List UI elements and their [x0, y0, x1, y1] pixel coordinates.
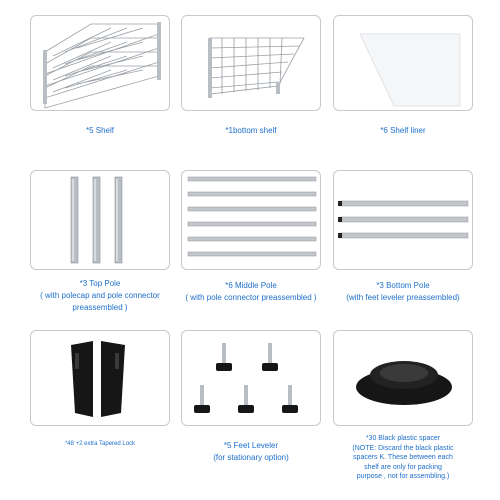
top-pole-panel: [30, 170, 170, 270]
bottom-wire-shelf-image: [182, 16, 322, 112]
shelf-panel: [30, 15, 170, 111]
caption-tapered-lock: *48 +2 extra Tapered Lock: [64, 441, 136, 447]
plastic-spacer-panel: [333, 330, 473, 426]
caption-bottom-pole: *3 Bottom Pole (with feet leveler preassembled): [346, 281, 460, 302]
shelf-liner-image: [334, 16, 474, 112]
tapered-lock-panel: [30, 330, 170, 426]
black-plastic-spacer-image: [334, 331, 474, 427]
caption-middle-pole: *6 Middle Pole ( with pole connector preassembled ): [185, 281, 317, 302]
bottom-pole-panel: [333, 170, 473, 270]
bottom-shelf-panel: [181, 15, 321, 111]
middle-poles-image: [182, 171, 322, 271]
middle-pole-panel: [181, 170, 321, 270]
wire-shelf-stack-image: [31, 16, 171, 112]
caption-bottom-shelf: *1bottom shelf: [225, 126, 277, 135]
feet-leveler-panel: [181, 330, 321, 426]
caption-shelf: *5 Shelf: [85, 126, 115, 135]
top-poles-image: [31, 171, 171, 271]
feet-levelers-image: [182, 331, 322, 427]
caption-feet-leveler: *5 Feet Leveler (for stationary option): [213, 441, 289, 462]
tapered-lock-image: [31, 331, 171, 427]
caption-top-pole: *3 Top Pole ( with polecap and pole connector preassembled ): [40, 279, 160, 312]
shelf-liner-panel: [333, 15, 473, 111]
bottom-poles-image: [334, 171, 474, 271]
caption-shelf-liner: *6 Shelf liner: [380, 126, 426, 135]
caption-plastic-spacer: *30 Black plastic spacer (NOTE: Discard the black plastic spacers K. These between each shelf are only for packing purpose , not for assembling.): [352, 435, 454, 481]
